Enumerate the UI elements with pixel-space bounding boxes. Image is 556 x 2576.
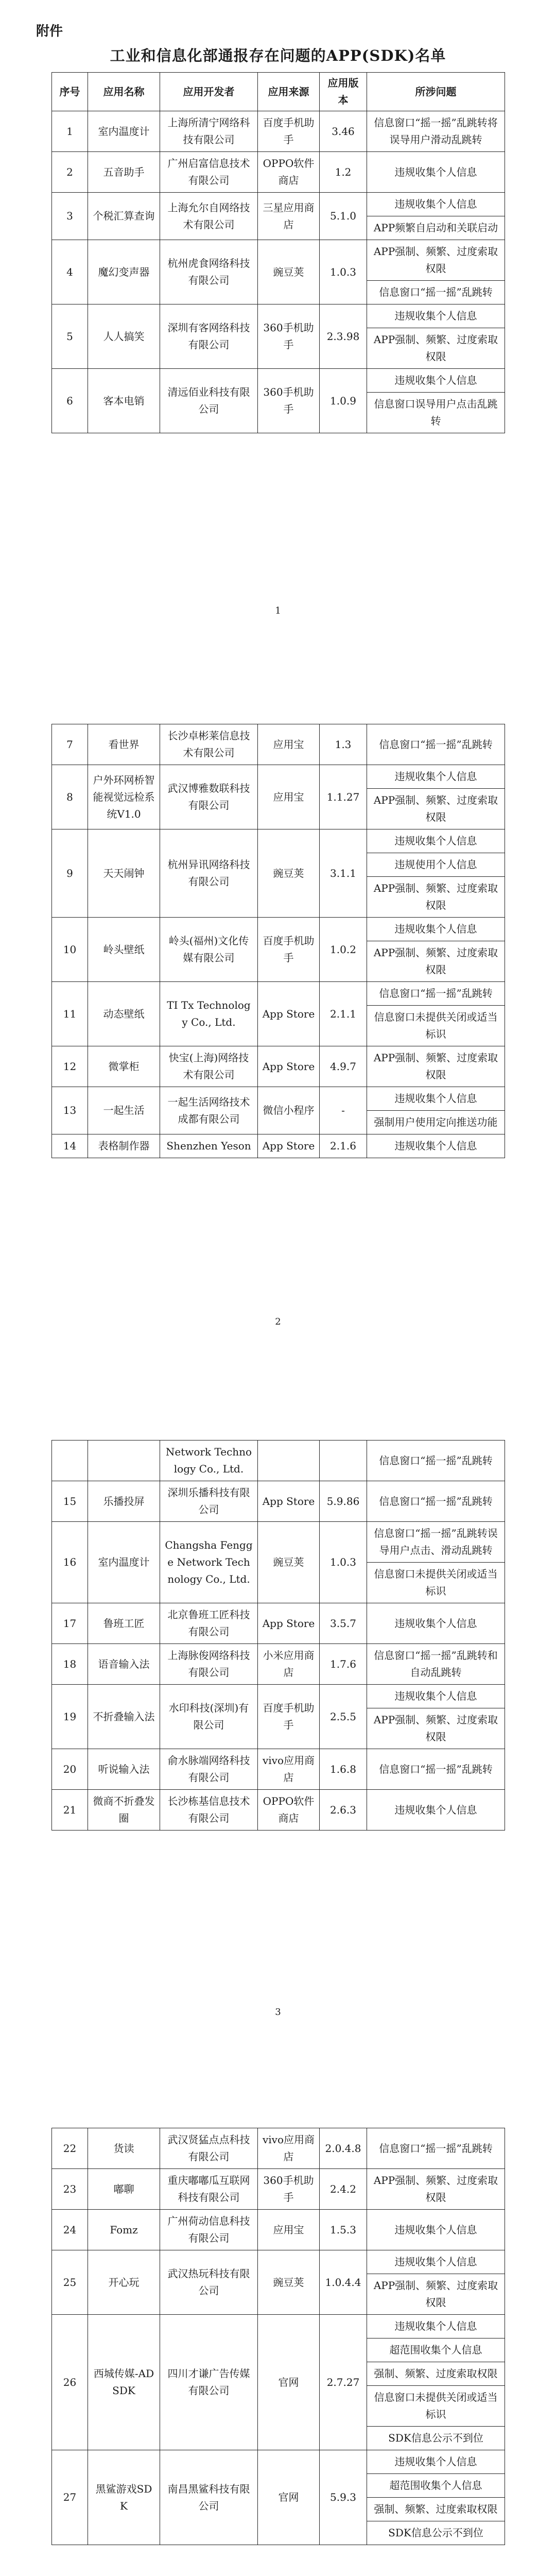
app-source: App Store <box>258 1603 320 1644</box>
app-developer: 武汉贤猛点点科技有限公司 <box>160 2128 258 2169</box>
table-row <box>52 1603 505 1644</box>
row-number: 26 <box>52 2315 88 2450</box>
app-developer: 岭头(福州)文化传媒有限公司 <box>160 918 258 982</box>
issue-cell: 强制用户使用定向推送功能 <box>367 1111 505 1134</box>
issue-cell: 信息窗口“摇一摇”乱跳转 <box>367 982 505 1006</box>
row-number: 23 <box>52 2169 88 2210</box>
app-developer: 快宝(上海)网络技术有限公司 <box>160 1046 258 1087</box>
table-row <box>52 1134 505 1158</box>
app-name: 表格制作器 <box>88 1134 160 1158</box>
column-header: 序号 <box>52 73 88 111</box>
app-developer: 广州启富信息技术有限公司 <box>160 152 258 193</box>
row-number: 12 <box>52 1046 88 1087</box>
table-row <box>52 2250 505 2274</box>
table-row <box>52 1481 505 1522</box>
app-name: 微掌柜 <box>88 1046 160 1087</box>
app-name: 货读 <box>88 2128 160 2169</box>
table-page-4 <box>51 2128 505 2545</box>
issue-cell: 违规收集个人信息 <box>367 918 505 941</box>
app-source: OPPO软件商店 <box>258 1790 320 1831</box>
app-developer: 深圳乐播科技有限公司 <box>160 1481 258 1522</box>
app-source: 360手机助手 <box>258 369 320 433</box>
row-number: 5 <box>52 304 88 369</box>
app-version: 3.5.7 <box>320 1603 367 1644</box>
issue-cell: 违规收集个人信息 <box>367 1087 505 1111</box>
table-row <box>52 2450 505 2474</box>
issue-cell: 违规收集个人信息 <box>367 1603 505 1644</box>
app-source: 小米应用商店 <box>258 1644 320 1685</box>
issue-cell: 违规收集个人信息 <box>367 193 505 216</box>
app-name: 不折叠输入法 <box>88 1685 160 1749</box>
app-source: 官网 <box>258 2450 320 2545</box>
app-name: 黑鲨游戏SDK <box>88 2450 160 2545</box>
issue-cell: 信息窗口“摇一摇”乱跳转 <box>367 1440 505 1481</box>
app-source: 应用宝 <box>258 2210 320 2250</box>
app-version <box>320 1440 367 1481</box>
app-source: 应用宝 <box>258 765 320 829</box>
row-number: 7 <box>52 724 88 765</box>
app-version: 1.2 <box>320 152 367 193</box>
app-version: 1.0.4.4 <box>320 2250 367 2315</box>
app-source: App Store <box>258 982 320 1046</box>
app-version: 2.1.6 <box>320 1134 367 1158</box>
app-source: OPPO软件商店 <box>258 152 320 193</box>
app-name: 听说输入法 <box>88 1749 160 1790</box>
column-header: 应用开发者 <box>160 73 258 111</box>
issue-cell: SDK信息公示不到位 <box>367 2521 505 2545</box>
issue-cell: 信息窗口误导用户点击乱跳转 <box>367 393 505 433</box>
table-row <box>52 2169 505 2210</box>
app-developer: Changsha Fengge Network Technology Co., Ltd. <box>160 1522 258 1603</box>
issue-cell: APP频繁自启动和关联启动 <box>367 216 505 240</box>
app-name: 鲁班工匠 <box>88 1603 160 1644</box>
issue-cell: SDK信息公示不到位 <box>367 2427 505 2450</box>
row-number: 4 <box>52 240 88 304</box>
app-version: 1.7.6 <box>320 1644 367 1685</box>
app-name: 乐播投屏 <box>88 1481 160 1522</box>
issue-cell: APP强制、频繁、过度索取权限 <box>367 877 505 918</box>
row-number: 13 <box>52 1087 88 1134</box>
row-number: 11 <box>52 982 88 1046</box>
app-developer: 杭州虎食网络科技有限公司 <box>160 240 258 304</box>
app-name: 魔幻变声器 <box>88 240 160 304</box>
column-header: 所涉问题 <box>367 73 505 111</box>
app-list-table <box>51 2128 505 2545</box>
table-row <box>52 240 505 281</box>
app-source: vivo应用商店 <box>258 1749 320 1790</box>
issue-cell: 超范围收集个人信息 <box>367 2338 505 2362</box>
table-row <box>52 1522 505 1563</box>
app-name: 天天闹钟 <box>88 829 160 918</box>
issue-cell: 违规收集个人信息 <box>367 1790 505 1831</box>
table-row <box>52 2128 505 2169</box>
app-name: 室内温度计 <box>88 1522 160 1603</box>
app-version: 2.1.1 <box>320 982 367 1046</box>
row-number: 22 <box>52 2128 88 2169</box>
table-row <box>52 765 505 789</box>
app-name: 嘟聊 <box>88 2169 160 2210</box>
page-number: 1 <box>275 605 281 616</box>
issue-cell: 违规收集个人信息 <box>367 765 505 789</box>
app-version: 4.9.7 <box>320 1046 367 1087</box>
table-page-2 <box>51 724 505 1158</box>
app-version: 1.6.8 <box>320 1749 367 1790</box>
app-developer: 四川才谦广告传媒有限公司 <box>160 2315 258 2450</box>
issue-cell: APP强制、频繁、过度索取权限 <box>367 1046 505 1087</box>
app-version: 2.5.5 <box>320 1685 367 1749</box>
row-number: 1 <box>52 111 88 152</box>
app-version: 2.6.3 <box>320 1790 367 1831</box>
table-row <box>52 1790 505 1831</box>
issue-cell: 信息窗口“摇一摇”乱跳转 <box>367 1749 505 1790</box>
row-number: 19 <box>52 1685 88 1749</box>
table-page-1 <box>51 72 505 433</box>
app-source: 百度手机助手 <box>258 1685 320 1749</box>
row-number: 8 <box>52 765 88 829</box>
issue-cell: APP强制、频繁、过度索取权限 <box>367 328 505 369</box>
issue-cell: APP强制、频繁、过度索取权限 <box>367 240 505 281</box>
app-version: - <box>320 1087 367 1134</box>
row-number: 2 <box>52 152 88 193</box>
issue-cell: 违规收集个人信息 <box>367 2450 505 2474</box>
issue-cell: 信息窗口未提供关闭或适当标识 <box>367 2386 505 2427</box>
issue-cell: 信息窗口“摇一摇”乱跳转误导用户点击、滑动乱跳转 <box>367 1522 505 1563</box>
app-version: 3.1.1 <box>320 829 367 918</box>
table-row <box>52 982 505 1006</box>
app-source <box>258 1440 320 1481</box>
app-name: 户外环网桥智能视觉远检系统V1.0 <box>88 765 160 829</box>
row-number: 6 <box>52 369 88 433</box>
issue-cell: 强制、频繁、过度索取权限 <box>367 2362 505 2386</box>
issue-cell: 违规收集个人信息 <box>367 829 505 853</box>
table-page-3 <box>51 1440 505 1831</box>
app-source: App Store <box>258 1046 320 1087</box>
row-number: 10 <box>52 918 88 982</box>
row-number: 25 <box>52 2250 88 2315</box>
table-row <box>52 1087 505 1111</box>
app-developer: 杭州异讯网络科技有限公司 <box>160 829 258 918</box>
issue-cell: 违规收集个人信息 <box>367 2250 505 2274</box>
app-name: 人人搞笑 <box>88 304 160 369</box>
app-developer: 上海脉俊网络科技有限公司 <box>160 1644 258 1685</box>
column-header: 应用名称 <box>88 73 160 111</box>
table-row <box>52 369 505 393</box>
issue-cell: 违规收集个人信息 <box>367 369 505 393</box>
app-source: 豌豆荚 <box>258 240 320 304</box>
app-name: 动态壁纸 <box>88 982 160 1046</box>
row-number: 18 <box>52 1644 88 1685</box>
issue-cell: 信息窗口“摇一摇”乱跳转 <box>367 724 505 765</box>
app-list-table <box>51 72 505 433</box>
issue-cell: 违规收集个人信息 <box>367 2210 505 2250</box>
issue-cell: 违规收集个人信息 <box>367 1685 505 1708</box>
issue-cell: 信息窗口“摇一摇”乱跳转 <box>367 281 505 304</box>
app-developer: 一起生活网络技术成都有限公司 <box>160 1087 258 1134</box>
app-developer: 重庆嘟嘟瓜互联网科技有限公司 <box>160 2169 258 2210</box>
app-version: 2.3.98 <box>320 304 367 369</box>
app-version: 1.0.3 <box>320 1522 367 1603</box>
app-developer: 深圳有客网络科技有限公司 <box>160 304 258 369</box>
issue-cell: 违规收集个人信息 <box>367 152 505 193</box>
app-version: 3.46 <box>320 111 367 152</box>
app-name: 个税汇算查询 <box>88 193 160 240</box>
row-number <box>52 1440 88 1481</box>
app-developer: 上海所清宁网络科技有限公司 <box>160 111 258 152</box>
row-number: 27 <box>52 2450 88 2545</box>
table-row <box>52 1644 505 1685</box>
app-source: 豌豆荚 <box>258 2250 320 2315</box>
app-name: 西城传媒-ADSDK <box>88 2315 160 2450</box>
issue-cell: 信息窗口“摇一摇”乱跳转和自动乱跳转 <box>367 1644 505 1685</box>
app-developer: 长沙卓彬莱信息技术有限公司 <box>160 724 258 765</box>
app-version: 1.1.27 <box>320 765 367 829</box>
app-developer: 武汉热玩科技有限公司 <box>160 2250 258 2315</box>
table-row <box>52 724 505 765</box>
table-row <box>52 829 505 853</box>
row-number: 20 <box>52 1749 88 1790</box>
app-name: 开心玩 <box>88 2250 160 2315</box>
page-number: 3 <box>275 2007 281 2018</box>
app-version: 2.0.4.8 <box>320 2128 367 2169</box>
app-name: 微商不折叠发圈 <box>88 1790 160 1831</box>
app-version: 2.4.2 <box>320 2169 367 2210</box>
issue-cell: 强制、频繁、过度索取权限 <box>367 2498 505 2521</box>
app-source: 微信小程序 <box>258 1087 320 1134</box>
app-source: 豌豆荚 <box>258 1522 320 1603</box>
issue-cell: 信息窗口“摇一摇”乱跳转 <box>367 1481 505 1522</box>
row-number: 3 <box>52 193 88 240</box>
app-source: vivo应用商店 <box>258 2128 320 2169</box>
table-row <box>52 918 505 941</box>
app-version: 1.0.3 <box>320 240 367 304</box>
row-number: 24 <box>52 2210 88 2250</box>
column-header: 应用版本 <box>320 73 367 111</box>
app-version: 2.7.27 <box>320 2315 367 2450</box>
app-source: App Store <box>258 1134 320 1158</box>
issue-cell: 违规收集个人信息 <box>367 2315 505 2338</box>
app-name: 岭头壁纸 <box>88 918 160 982</box>
app-source: 官网 <box>258 2315 320 2450</box>
table-row <box>52 193 505 216</box>
app-source: 百度手机助手 <box>258 918 320 982</box>
app-name <box>88 1440 160 1481</box>
app-version: 1.5.3 <box>320 2210 367 2250</box>
app-name: 看世界 <box>88 724 160 765</box>
table-row <box>52 1440 505 1481</box>
page-number: 2 <box>275 1316 281 1327</box>
app-developer: 武汉博雅数联科技有限公司 <box>160 765 258 829</box>
table-row <box>52 152 505 193</box>
issue-cell: 信息窗口“摇一摇”乱跳转 <box>367 2128 505 2169</box>
app-developer: 俞水脉端网络科技有限公司 <box>160 1749 258 1790</box>
issue-cell: APP强制、频繁、过度索取权限 <box>367 2169 505 2210</box>
row-number: 9 <box>52 829 88 918</box>
app-source: 应用宝 <box>258 724 320 765</box>
app-name: 语音输入法 <box>88 1644 160 1685</box>
app-version: 5.9.3 <box>320 2450 367 2545</box>
app-version: 5.9.86 <box>320 1481 367 1522</box>
table-row <box>52 1046 505 1087</box>
row-number: 14 <box>52 1134 88 1158</box>
table-row <box>52 304 505 328</box>
issue-cell: APP强制、频繁、过度索取权限 <box>367 2274 505 2315</box>
issue-cell: 超范围收集个人信息 <box>367 2474 505 2498</box>
app-developer: 广州荷动信息科技有限公司 <box>160 2210 258 2250</box>
app-developer: TI Tx Technology Co., Ltd. <box>160 982 258 1046</box>
app-developer: 南昌黑鲨科技有限公司 <box>160 2450 258 2545</box>
app-developer: 北京鲁班工匠科技有限公司 <box>160 1603 258 1644</box>
issue-cell: APP强制、频繁、过度索取权限 <box>367 941 505 982</box>
table-row <box>52 1749 505 1790</box>
app-source: 百度手机助手 <box>258 111 320 152</box>
app-version: 1.0.2 <box>320 918 367 982</box>
app-developer: Network Technology Co., Ltd. <box>160 1440 258 1481</box>
app-list-table <box>51 1440 505 1831</box>
app-source: 360手机助手 <box>258 2169 320 2210</box>
issue-cell: APP强制、频繁、过度索取权限 <box>367 1708 505 1749</box>
app-version: 1.0.9 <box>320 369 367 433</box>
app-name: Fomz <box>88 2210 160 2250</box>
app-version: 1.3 <box>320 724 367 765</box>
issue-cell: 信息窗口“摇一摇”乱跳转将误导用户滑动乱跳转 <box>367 111 505 152</box>
table-row <box>52 2210 505 2250</box>
app-developer: 上海允尔自网络技术有限公司 <box>160 193 258 240</box>
app-source: 三星应用商店 <box>258 193 320 240</box>
table-row <box>52 1685 505 1708</box>
issue-cell: 违规收集个人信息 <box>367 1134 505 1158</box>
attachment-label: 附件 <box>36 24 63 39</box>
app-developer: Shenzhen Yeson <box>160 1134 258 1158</box>
row-number: 17 <box>52 1603 88 1644</box>
app-name: 客本电销 <box>88 369 160 433</box>
table-row <box>52 111 505 152</box>
table-header-row <box>52 73 505 111</box>
app-version: 5.1.0 <box>320 193 367 240</box>
issue-cell: 违规使用个人信息 <box>367 853 505 877</box>
row-number: 16 <box>52 1522 88 1603</box>
table-row <box>52 2315 505 2338</box>
row-number: 21 <box>52 1790 88 1831</box>
app-source: App Store <box>258 1481 320 1522</box>
issue-cell: 违规收集个人信息 <box>367 304 505 328</box>
app-list-table <box>51 724 505 1158</box>
issue-cell: 信息窗口未提供关闭或适当标识 <box>367 1006 505 1046</box>
app-developer: 水印科技(深圳)有限公司 <box>160 1685 258 1749</box>
app-source: 豌豆荚 <box>258 829 320 918</box>
app-name: 室内温度计 <box>88 111 160 152</box>
app-name: 一起生活 <box>88 1087 160 1134</box>
app-developer: 清远佰业科技有限公司 <box>160 369 258 433</box>
app-source: 360手机助手 <box>258 304 320 369</box>
document-title: 工业和信息化部通报存在问题的APP(SDK)名单 <box>110 47 446 64</box>
issue-cell: APP强制、频繁、过度索取权限 <box>367 789 505 829</box>
issue-cell: 信息窗口未提供关闭或适当标识 <box>367 1563 505 1603</box>
row-number: 15 <box>52 1481 88 1522</box>
app-developer: 长沙栋基信息技术有限公司 <box>160 1790 258 1831</box>
app-name: 五音助手 <box>88 152 160 193</box>
column-header: 应用来源 <box>258 73 320 111</box>
